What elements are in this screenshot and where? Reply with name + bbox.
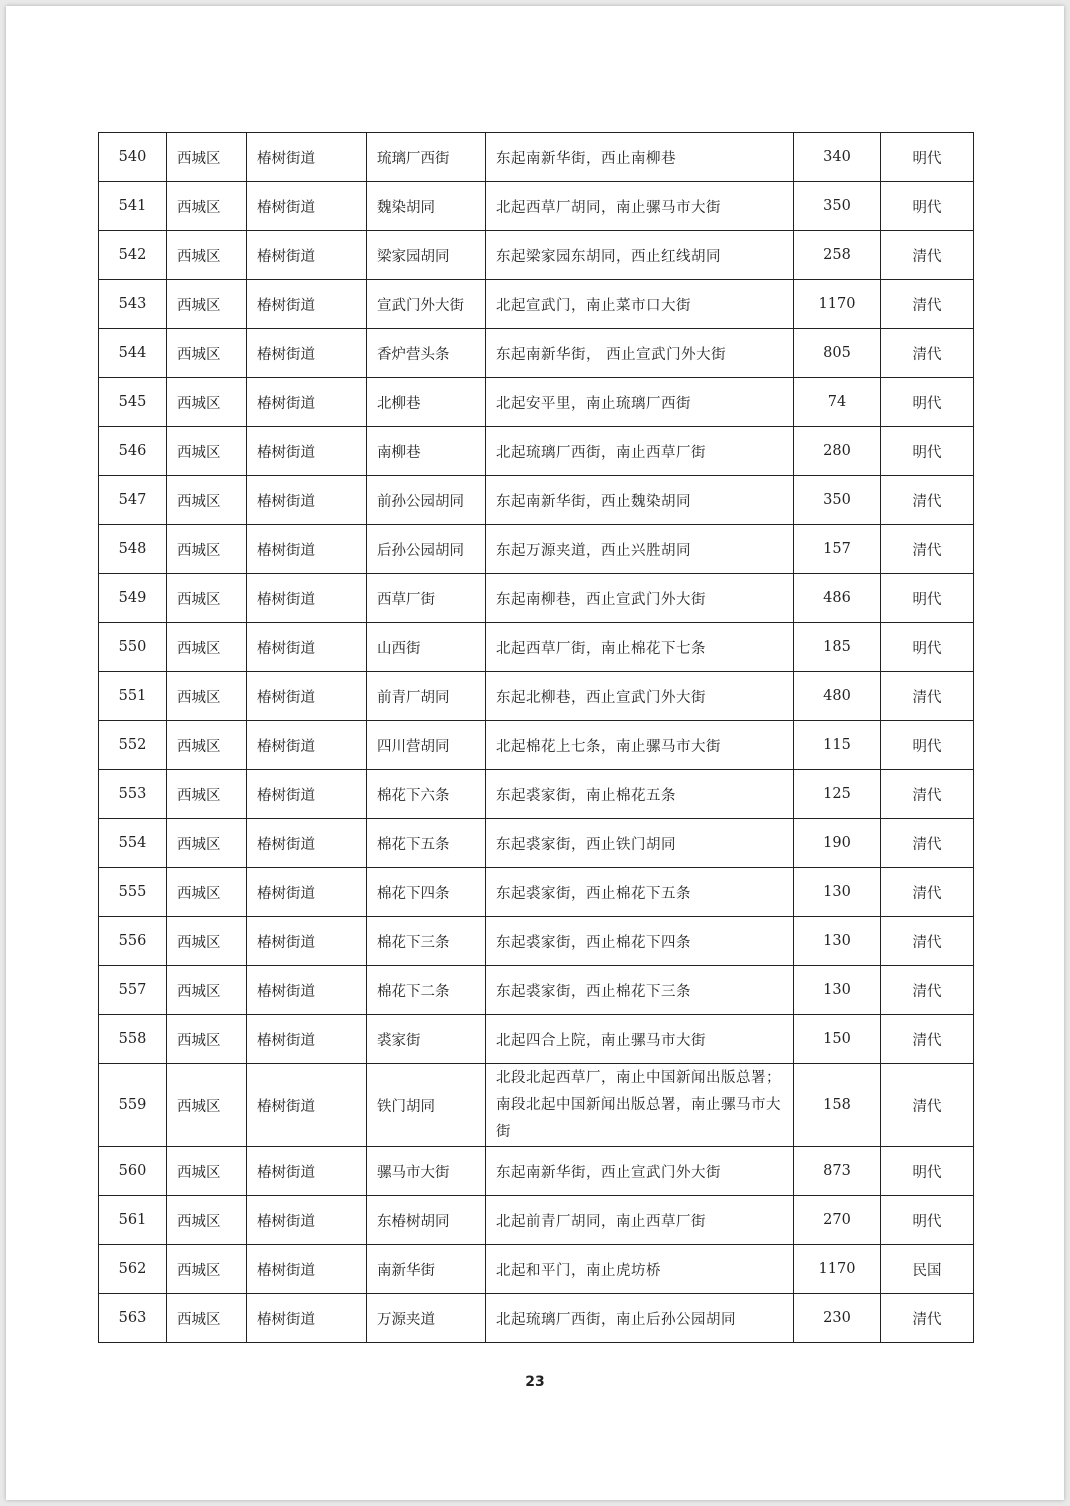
cell-era: 明代 [881,574,974,623]
cell-direction: 东起裘家街，西止棉花下三条 [486,966,794,1015]
cell-direction: 东起南新华街，西止魏染胡同 [486,476,794,525]
cell-era: 明代 [881,133,974,182]
cell-road-name: 后孙公园胡同 [367,525,486,574]
cell-district: 西城区 [167,819,247,868]
cell-direction: 东起南新华街，西止宣武门外大街 [486,1147,794,1196]
cell-district: 西城区 [167,623,247,672]
cell-era: 明代 [881,623,974,672]
cell-subdistrict: 椿树街道 [247,721,367,770]
cell-district: 西城区 [167,770,247,819]
cell-subdistrict: 椿树街道 [247,1196,367,1245]
cell-length: 486 [794,574,881,623]
cell-length: 270 [794,1196,881,1245]
cell-district: 西城区 [167,476,247,525]
cell-era: 清代 [881,868,974,917]
cell-direction: 东起裘家街，南止棉花五条 [486,770,794,819]
table-row [99,574,974,623]
table-row [99,182,974,231]
cell-road-name: 棉花下二条 [367,966,486,1015]
cell-length: 340 [794,133,881,182]
cell-road-name: 魏染胡同 [367,182,486,231]
cell-subdistrict: 椿树街道 [247,917,367,966]
cell-number: 554 [99,819,167,868]
cell-road-name: 棉花下四条 [367,868,486,917]
cell-length: 130 [794,868,881,917]
cell-length: 185 [794,623,881,672]
cell-district: 西城区 [167,182,247,231]
cell-length: 115 [794,721,881,770]
cell-era: 清代 [881,917,974,966]
cell-subdistrict: 椿树街道 [247,133,367,182]
table-row [99,770,974,819]
cell-district: 西城区 [167,1245,247,1294]
cell-number: 563 [99,1294,167,1343]
table-row [99,231,974,280]
cell-direction: 东起裘家街，西止棉花下五条 [486,868,794,917]
cell-era: 明代 [881,182,974,231]
cell-subdistrict: 椿树街道 [247,623,367,672]
cell-era: 明代 [881,427,974,476]
cell-number: 559 [99,1064,167,1147]
table-row [99,329,974,378]
cell-direction: 东起南柳巷，西止宣武门外大街 [486,574,794,623]
cell-subdistrict: 椿树街道 [247,672,367,721]
table-row [99,525,974,574]
cell-district: 西城区 [167,966,247,1015]
cell-district: 西城区 [167,1015,247,1064]
cell-length: 125 [794,770,881,819]
cell-era: 明代 [881,721,974,770]
cell-district: 西城区 [167,721,247,770]
cell-road-name: 棉花下五条 [367,819,486,868]
cell-number: 555 [99,868,167,917]
cell-length: 280 [794,427,881,476]
cell-length: 1170 [794,1245,881,1294]
cell-number: 549 [99,574,167,623]
table-row [99,1064,974,1147]
cell-length: 157 [794,525,881,574]
cell-era: 明代 [881,378,974,427]
cell-district: 西城区 [167,280,247,329]
cell-length: 74 [794,378,881,427]
cell-road-name: 铁门胡同 [367,1064,486,1147]
cell-subdistrict: 椿树街道 [247,868,367,917]
cell-direction: 东起万源夹道，西止兴胜胡同 [486,525,794,574]
table-body [99,133,974,1343]
cell-era: 清代 [881,819,974,868]
cell-length: 130 [794,966,881,1015]
cell-direction: 北起棉花上七条，南止骡马市大街 [486,721,794,770]
cell-number: 541 [99,182,167,231]
cell-number: 552 [99,721,167,770]
cell-road-name: 前孙公园胡同 [367,476,486,525]
cell-road-name: 北柳巷 [367,378,486,427]
cell-number: 544 [99,329,167,378]
cell-era: 明代 [881,1147,974,1196]
cell-subdistrict: 椿树街道 [247,280,367,329]
table-row [99,868,974,917]
cell-subdistrict: 椿树街道 [247,1294,367,1343]
cell-subdistrict: 椿树街道 [247,427,367,476]
street-table [98,132,974,1343]
cell-number: 561 [99,1196,167,1245]
cell-road-name: 裘家街 [367,1015,486,1064]
cell-number: 545 [99,378,167,427]
cell-number: 550 [99,623,167,672]
cell-road-name: 西草厂街 [367,574,486,623]
cell-era: 清代 [881,525,974,574]
table-row [99,1294,974,1343]
cell-era: 明代 [881,1196,974,1245]
cell-road-name: 四川营胡同 [367,721,486,770]
cell-number: 558 [99,1015,167,1064]
cell-subdistrict: 椿树街道 [247,1147,367,1196]
cell-length: 350 [794,476,881,525]
cell-district: 西城区 [167,329,247,378]
cell-direction: 北起西草厂胡同，南止骡马市大街 [486,182,794,231]
cell-length: 158 [794,1064,881,1147]
cell-road-name: 梁家园胡同 [367,231,486,280]
cell-length: 480 [794,672,881,721]
cell-subdistrict: 椿树街道 [247,574,367,623]
cell-road-name: 琉璃厂西街 [367,133,486,182]
cell-subdistrict: 椿树街道 [247,966,367,1015]
document-page [6,6,1064,1500]
cell-era: 清代 [881,476,974,525]
cell-subdistrict: 椿树街道 [247,182,367,231]
cell-road-name: 宣武门外大街 [367,280,486,329]
table-row [99,623,974,672]
cell-length: 258 [794,231,881,280]
table-row [99,819,974,868]
cell-length: 1170 [794,280,881,329]
cell-direction: 东起北柳巷，西止宣武门外大街 [486,672,794,721]
cell-era: 清代 [881,770,974,819]
table-row [99,280,974,329]
table-row [99,1147,974,1196]
cell-era: 民国 [881,1245,974,1294]
cell-road-name: 棉花下六条 [367,770,486,819]
cell-direction: 东起裘家街，西止铁门胡同 [486,819,794,868]
cell-direction: 北起和平门，南止虎坊桥 [486,1245,794,1294]
cell-subdistrict: 椿树街道 [247,525,367,574]
cell-district: 西城区 [167,1147,247,1196]
cell-road-name: 万源夹道 [367,1294,486,1343]
cell-era: 清代 [881,1015,974,1064]
table-row [99,378,974,427]
cell-direction: 东起南新华街， 西止宣武门外大街 [486,329,794,378]
cell-era: 清代 [881,1294,974,1343]
table-row [99,1245,974,1294]
cell-road-name: 棉花下三条 [367,917,486,966]
cell-era: 清代 [881,280,974,329]
cell-length: 230 [794,1294,881,1343]
cell-number: 543 [99,280,167,329]
cell-direction: 东起梁家园东胡同，西止红线胡同 [486,231,794,280]
table-row [99,1015,974,1064]
table-row [99,966,974,1015]
table-row [99,427,974,476]
cell-direction: 东起南新华街，西止南柳巷 [486,133,794,182]
cell-subdistrict: 椿树街道 [247,1245,367,1294]
cell-number: 553 [99,770,167,819]
cell-length: 150 [794,1015,881,1064]
cell-district: 西城区 [167,1064,247,1147]
cell-district: 西城区 [167,427,247,476]
cell-road-name: 骡马市大街 [367,1147,486,1196]
cell-direction: 东起裘家街，西止棉花下四条 [486,917,794,966]
cell-district: 西城区 [167,672,247,721]
cell-district: 西城区 [167,1196,247,1245]
cell-subdistrict: 椿树街道 [247,378,367,427]
cell-direction: 北段北起西草厂，南止中国新闻出版总署；南段北起中国新闻出版总署，南止骡马市大街 [486,1064,794,1147]
cell-district: 西城区 [167,1294,247,1343]
table-row [99,721,974,770]
cell-era: 清代 [881,329,974,378]
cell-number: 548 [99,525,167,574]
cell-direction: 北起宣武门，南止菜市口大街 [486,280,794,329]
cell-number: 547 [99,476,167,525]
cell-length: 805 [794,329,881,378]
cell-era: 清代 [881,672,974,721]
cell-number: 560 [99,1147,167,1196]
cell-length: 350 [794,182,881,231]
cell-subdistrict: 椿树街道 [247,231,367,280]
cell-district: 西城区 [167,231,247,280]
table-row [99,917,974,966]
cell-district: 西城区 [167,525,247,574]
cell-road-name: 香炉营头条 [367,329,486,378]
cell-road-name: 南新华街 [367,1245,486,1294]
cell-road-name: 山西街 [367,623,486,672]
cell-direction: 北起琉璃厂西街，南止后孙公园胡同 [486,1294,794,1343]
cell-road-name: 前青厂胡同 [367,672,486,721]
cell-direction: 北起前青厂胡同，南止西草厂街 [486,1196,794,1245]
cell-number: 551 [99,672,167,721]
cell-direction: 北起安平里，南止琉璃厂西街 [486,378,794,427]
cell-number: 546 [99,427,167,476]
cell-era: 清代 [881,231,974,280]
cell-road-name: 东椿树胡同 [367,1196,486,1245]
cell-length: 190 [794,819,881,868]
table-row [99,672,974,721]
cell-road-name: 南柳巷 [367,427,486,476]
cell-district: 西城区 [167,378,247,427]
cell-number: 556 [99,917,167,966]
cell-direction: 北起西草厂街，南止棉花下七条 [486,623,794,672]
table-row [99,1196,974,1245]
cell-district: 西城区 [167,574,247,623]
table-row [99,476,974,525]
cell-number: 542 [99,231,167,280]
cell-number: 557 [99,966,167,1015]
cell-subdistrict: 椿树街道 [247,770,367,819]
cell-district: 西城区 [167,917,247,966]
table-row [99,133,974,182]
cell-era: 清代 [881,1064,974,1147]
cell-subdistrict: 椿树街道 [247,476,367,525]
cell-length: 873 [794,1147,881,1196]
cell-direction: 北起琉璃厂西街，南止西草厂街 [486,427,794,476]
cell-subdistrict: 椿树街道 [247,1015,367,1064]
cell-number: 562 [99,1245,167,1294]
cell-direction: 北起四合上院，南止骡马市大街 [486,1015,794,1064]
cell-subdistrict: 椿树街道 [247,1064,367,1147]
cell-district: 西城区 [167,133,247,182]
cell-subdistrict: 椿树街道 [247,329,367,378]
cell-number: 540 [99,133,167,182]
cell-subdistrict: 椿树街道 [247,819,367,868]
page-number: 23 [525,1374,545,1390]
cell-era: 清代 [881,966,974,1015]
cell-length: 130 [794,917,881,966]
cell-district: 西城区 [167,868,247,917]
